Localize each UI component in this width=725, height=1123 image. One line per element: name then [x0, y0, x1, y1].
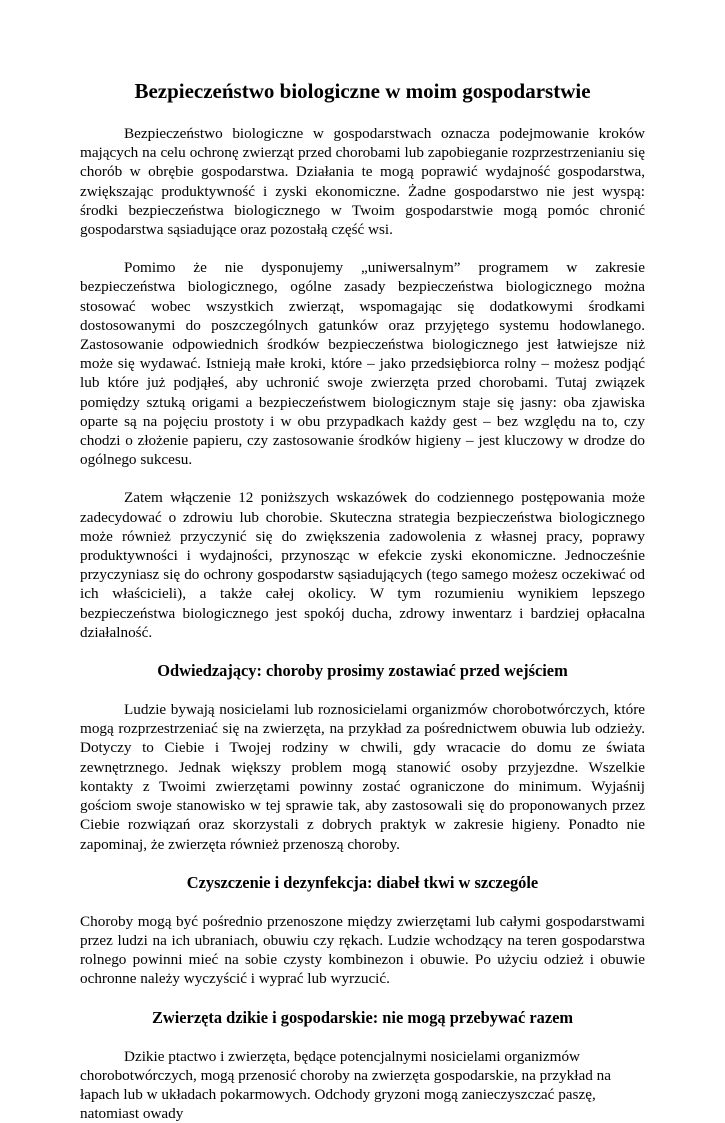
- section-heading-cleaning: Czyszczenie i dezynfekcja: diabeł tkwi w szczególe: [186, 872, 539, 892]
- document-page: [80, 78, 645, 1123]
- document-title: Bezpieczeństwo biologiczne w moim gospodarstwie: [134, 79, 591, 103]
- intro-paragraph-3: Zatem włączenie 12 poniższych wskazówek do codziennego postępowania może zadecydować o zdrowiu lub chorobie. Skuteczna strategia bezpieczeństwa biologicznego może również przyczynić się do zwiększenia zadowolenia z własnej pracy, poprawy produktywności i wydajności, przynosząc w efekcie zyski ekonomiczne. Jednocześnie przyczyniasz się do ochrony gospodarstw sąsiadujących (tego samego możesz oczekiwać od ich właścicieli), a także całej okolicy. W tym rozumieniu wynikiem lepszego bezpieczeństwa biologicznego jest spokój ducha, zdrowy inwentarz i bardziej opłacalna działalność.: [80, 489, 645, 641]
- intro-paragraph-1: Bezpieczeństwo biologiczne w gospodarstwach oznacza podejmowanie kroków mających na celu ochronę zwierząt przed chorobami lub zapobieganie rozprzestrzenianiu się chorób w obrębie gospodarstwa. Działania te mogą poprawić wydajność gospodarstwa, zwiększając produktywność i zyski ekonomiczne. Żadne gospodarstwo nie jest wyspą: środki bezpieczeństwa biologicznego w Twoim gospodarstwie mogą pomóc chronić gospodarstwa sąsiadujące oraz pozostałą część wsi.: [80, 125, 645, 239]
- section-text-cleaning: Choroby mogą być pośrednio przenoszone między zwierzętami lub całymi gospodarstwami przez ludzi na ich ubraniach, obuwiu czy rękach. Ludzie wchodzący na teren gospodarstwa rolnego powinni mieć na sobie czysty kombinezon i obuwie. Po użyciu odzież i obuwie ochronne należy wyczyścić i wyprać lub wyrzucić.: [80, 912, 645, 988]
- section-heading-wildlife: Zwierzęta dzikie i gospodarskie: nie mogą przebywać razem: [151, 1007, 574, 1027]
- section-text-visitors: Ludzie bywają nosicielami lub roznosicielami organizmów chorobotwórczych, które mogą rozprzestrzeniać się na zwierzęta, na przykład za pośrednictwem obuwia lub odzieży. Dotyczy to Ciebie i Twojej rodziny w chwili, gdy wracacie do domu ze świata zewnętrznego. Jednak większy problem mogą stanowić osoby przyjezdne. Wszelkie kontakty z Twoimi zwierzętami powinny zostać ograniczone do minimum. Wyjaśnij gościom swoje stanowisko w tej sprawie tak, aby zastosowali się do proponowanych przez Ciebie rozwiązań oraz skorzystali z dobrych praktyk w zakresie higieny. Ponadto nie zapominaj, że zwierzęta również przenoszą choroby.: [80, 701, 645, 853]
- section-heading-visitors: Odwiedzający: choroby prosimy zostawiać przed wejściem: [157, 661, 568, 681]
- section-text-wildlife: Dzikie ptactwo i zwierzęta, będące potencjalnymi nosicielami organizmów chorobotwórczych, mogą przenosić choroby na zwierzęta gospodarskie, na przykład na łapach lub w układach pokarmowych. Odchody gryzoni mogą zanieczyszczać paszę, natomiast owady: [80, 1047, 611, 1123]
- intro-paragraph-2: Pomimo że nie dysponujemy „uniwersalnym” programem w zakresie bezpieczeństwa biologicznego, ogólne zasady bezpieczeństwa biologicznego można stosować wobec wszystkich zwierząt, wspomagając się dodatkowymi środkami dostosowanymi do poszczególnych gatunków oraz przyjętego systemu hodowlanego. Zastosowanie odpowiednich środków bezpieczeństwa biologicznego jest łatwiejsze niż może się wydawać. Istnieją małe kroki, które – jako przedsiębiorca rolny – możesz podjąć lub które już podjąłeś, aby uchronić swoje zwierzęta przed chorobami. Tutaj związek pomiędzy sztuką origami a bezpieczeństwem biologicznym staje się jasny: oba zjawiska oparte są na pojęciu prostoty i w obu przypadkach każdy gest – bez względu na to, czy chodzi o złożenie papieru, czy zastosowanie środków higieny – jest kluczowy w drodze do ogólnego sukcesu.: [80, 259, 645, 469]
